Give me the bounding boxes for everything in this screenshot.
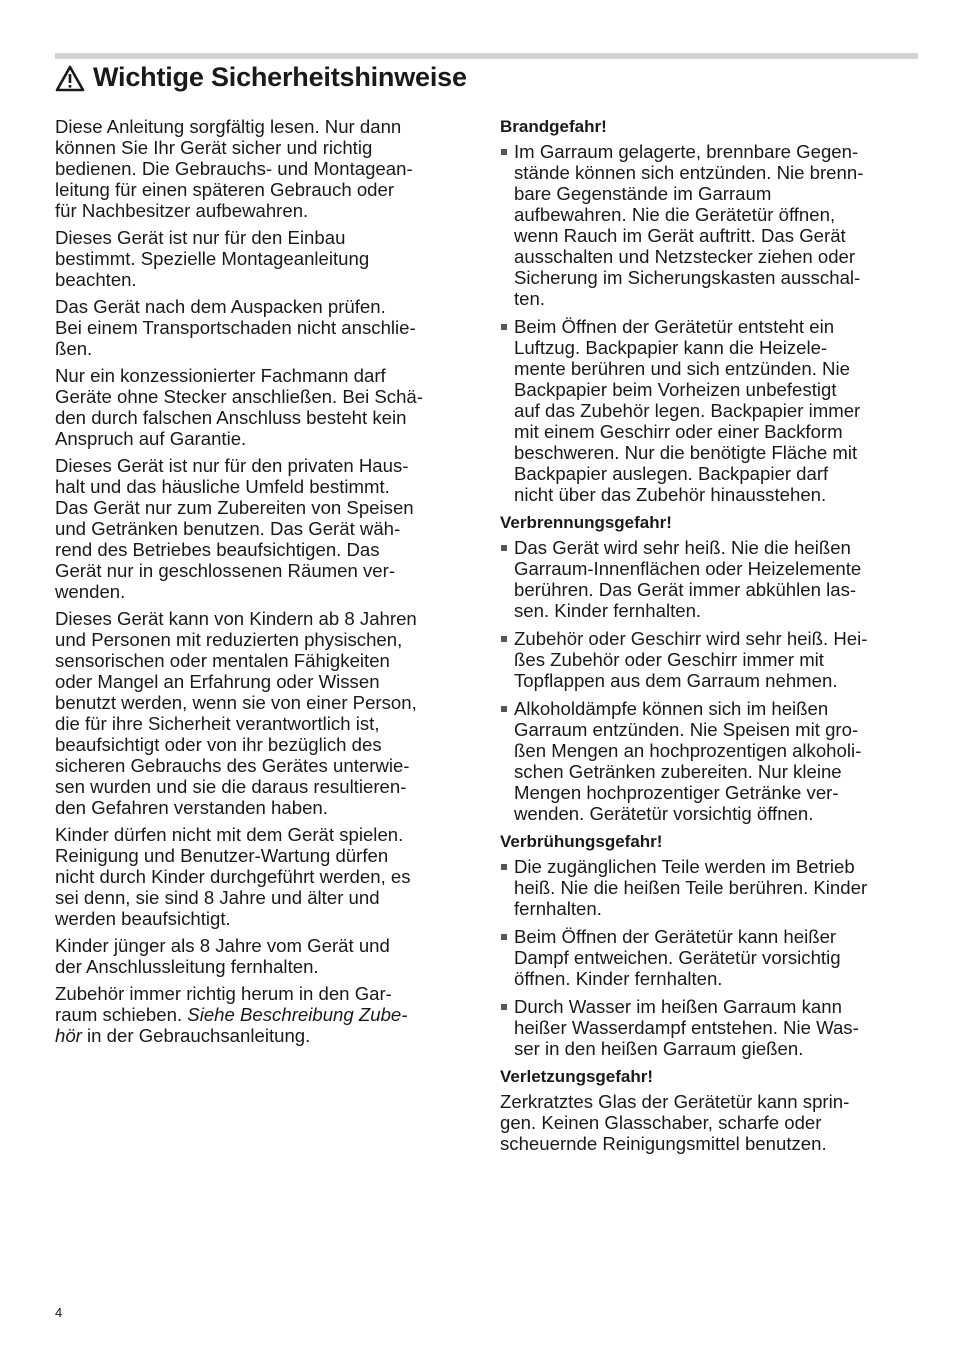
fire-hazard-list [500, 141, 920, 505]
top-rule [55, 53, 918, 59]
paragraph-children-play: Kinder dürfen nicht mit dem Gerät spielen. Reinigung und Benutzer-Wartung dürfen nicht durch Kinder durchgeführt werden, es sei denn, sie sind 8 Jahre und älter und werden beaufsichtigt. [55, 824, 411, 929]
paragraph-accessories [55, 983, 480, 1046]
heading-injury-hazard: Verletzungsgefahr! [500, 1067, 654, 1086]
paragraph-reading: Diese Anleitung sorgfältig lesen. Nur dann können Sie Ihr Gerät sicher und richtig bedienen. Die Gebrauchs- und Montagean- leitung für einen späteren Gebrauch oder für Nachbesitzer aufbewahren. [55, 116, 413, 221]
burn-hazard-list [500, 537, 920, 824]
heading-burn-hazard: Verbrennungsgefahr! [500, 513, 672, 532]
page-title-text: Wichtige Sicherheitshinweise [93, 62, 467, 92]
page-title [55, 62, 467, 93]
page-number: 4 [55, 1305, 63, 1320]
right-column [500, 116, 920, 1160]
paragraph-unpacking: Das Gerät nach dem Auspacken prüfen. Bei einem Transportschaden nicht anschlie- ßen. [55, 296, 416, 359]
heading-fire-hazard: Brandgefahr! [500, 117, 607, 136]
paragraph-children-distance: Kinder jünger als 8 Jahre vom Gerät und der Anschlussleitung fernhalten. [55, 935, 390, 977]
left-column [55, 116, 480, 1052]
paragraph-connection: Nur ein konzessionierter Fachmann darf Geräte ohne Stecker anschließen. Bei Schä- den durch falschen Anschluss besteht kein Anspruch auf Garantie. [55, 365, 423, 449]
paragraph-children-persons: Dieses Gerät kann von Kindern ab 8 Jahren und Personen mit reduzierten physischen, sensorischen oder mentalen Fähigkeiten oder Mangel an Erfahrung oder Wissen benutzt werden, wenn sie von einer Person, die für ihre Sicherheit verantwortlich ist, beaufsichtigt oder von ihr bezüglich des sicheren Gebrauchs des Gerätes unterwie- sen wurden und sie die daraus resultieren- den Gefahren verstanden haben. [55, 608, 417, 818]
list-item: Das Gerät wird sehr heiß. Nie die heißen Garraum-Innenflächen oder Heizelemente berühren. Das Gerät immer abkühlen las- sen. Kinder fernhalten. [500, 537, 920, 621]
list-item: Zubehör oder Geschirr wird sehr heiß. Hei- ßes Zubehör oder Geschirr immer mit Topflappen aus dem Garraum nehmen. [500, 628, 920, 691]
accessories-text: Zubehör immer richtig herum in den Gar- raum schieben. [55, 983, 392, 1025]
warning-triangle-icon [55, 64, 85, 92]
list-item: Beim Öffnen der Gerätetür entsteht ein Luftzug. Backpapier kann die Heizele- mente berühren und sich entzünden. Nie Backpapier beim Vorheizen unbefestigt auf das Zubehör legen. Backpapier immer mit einem Geschirr oder einer Backform beschweren. Nur die benötigte Fläche mit Backpapier auslegen. Backpapier darf nicht über das Zubehör hinausstehen. [500, 316, 920, 505]
accessories-text-end: in der Gebrauchsanleitung. [81, 1025, 311, 1046]
list-item: Im Garraum gelagerte, brennbare Gegen- stände können sich entzünden. Nie brenn- bare Gegenstände im Garraum aufbewahren. Nie die Gerätetür öffnen, wenn Rauch im Gerät auftritt. Das Gerät ausschalten und Netzstecker ziehen oder Sicherung im Sicherungskasten ausschal- ten. [500, 141, 920, 309]
list-item: Durch Wasser im heißen Garraum kann heißer Wasserdampf entstehen. Nie Was- ser in den heißen Garraum gießen. [500, 996, 920, 1059]
list-item: Beim Öffnen der Gerätetür kann heißer Dampf entweichen. Gerätetür vorsichtig öffnen. Kinder fernhalten. [500, 926, 920, 989]
heading-scald-hazard: Verbrühungsgefahr! [500, 832, 663, 851]
list-item: Die zugänglichen Teile werden im Betrieb heiß. Nie die heißen Teile berühren. Kinder fernhalten. [500, 856, 920, 919]
scald-hazard-list [500, 856, 920, 1059]
list-item: Alkoholdämpfe können sich im heißen Garraum entzünden. Nie Speisen mit gro- ßen Mengen an hochprozentigen alkoholi- schen Getränken zubereiten. Nur kleine Mengen hochprozentiger Getränke ver- wenden. Gerätetür vorsichtig öffnen. [500, 698, 920, 824]
paragraph-installation: Dieses Gerät ist nur für den Einbau bestimmt. Spezielle Montageanleitung beachten. [55, 227, 370, 290]
injury-hazard-text: Zerkratztes Glas der Gerätetür kann sprin- gen. Keinen Glasschaber, scharfe oder scheuernde Reinigungsmittel benutzen. [500, 1091, 850, 1154]
paragraph-household-use: Dieses Gerät ist nur für den privaten Haus- halt und das häusliche Umfeld bestimmt. Das Gerät nur zum Zubereiten von Speisen und Getränken benutzen. Das Gerät wäh- rend des Betriebes beaufsichtigen. Das Gerät nur in geschlossenen Räumen ver- wenden. [55, 455, 414, 602]
accessories-reference: Siehe Beschreibung Zube- hör [55, 1004, 408, 1046]
